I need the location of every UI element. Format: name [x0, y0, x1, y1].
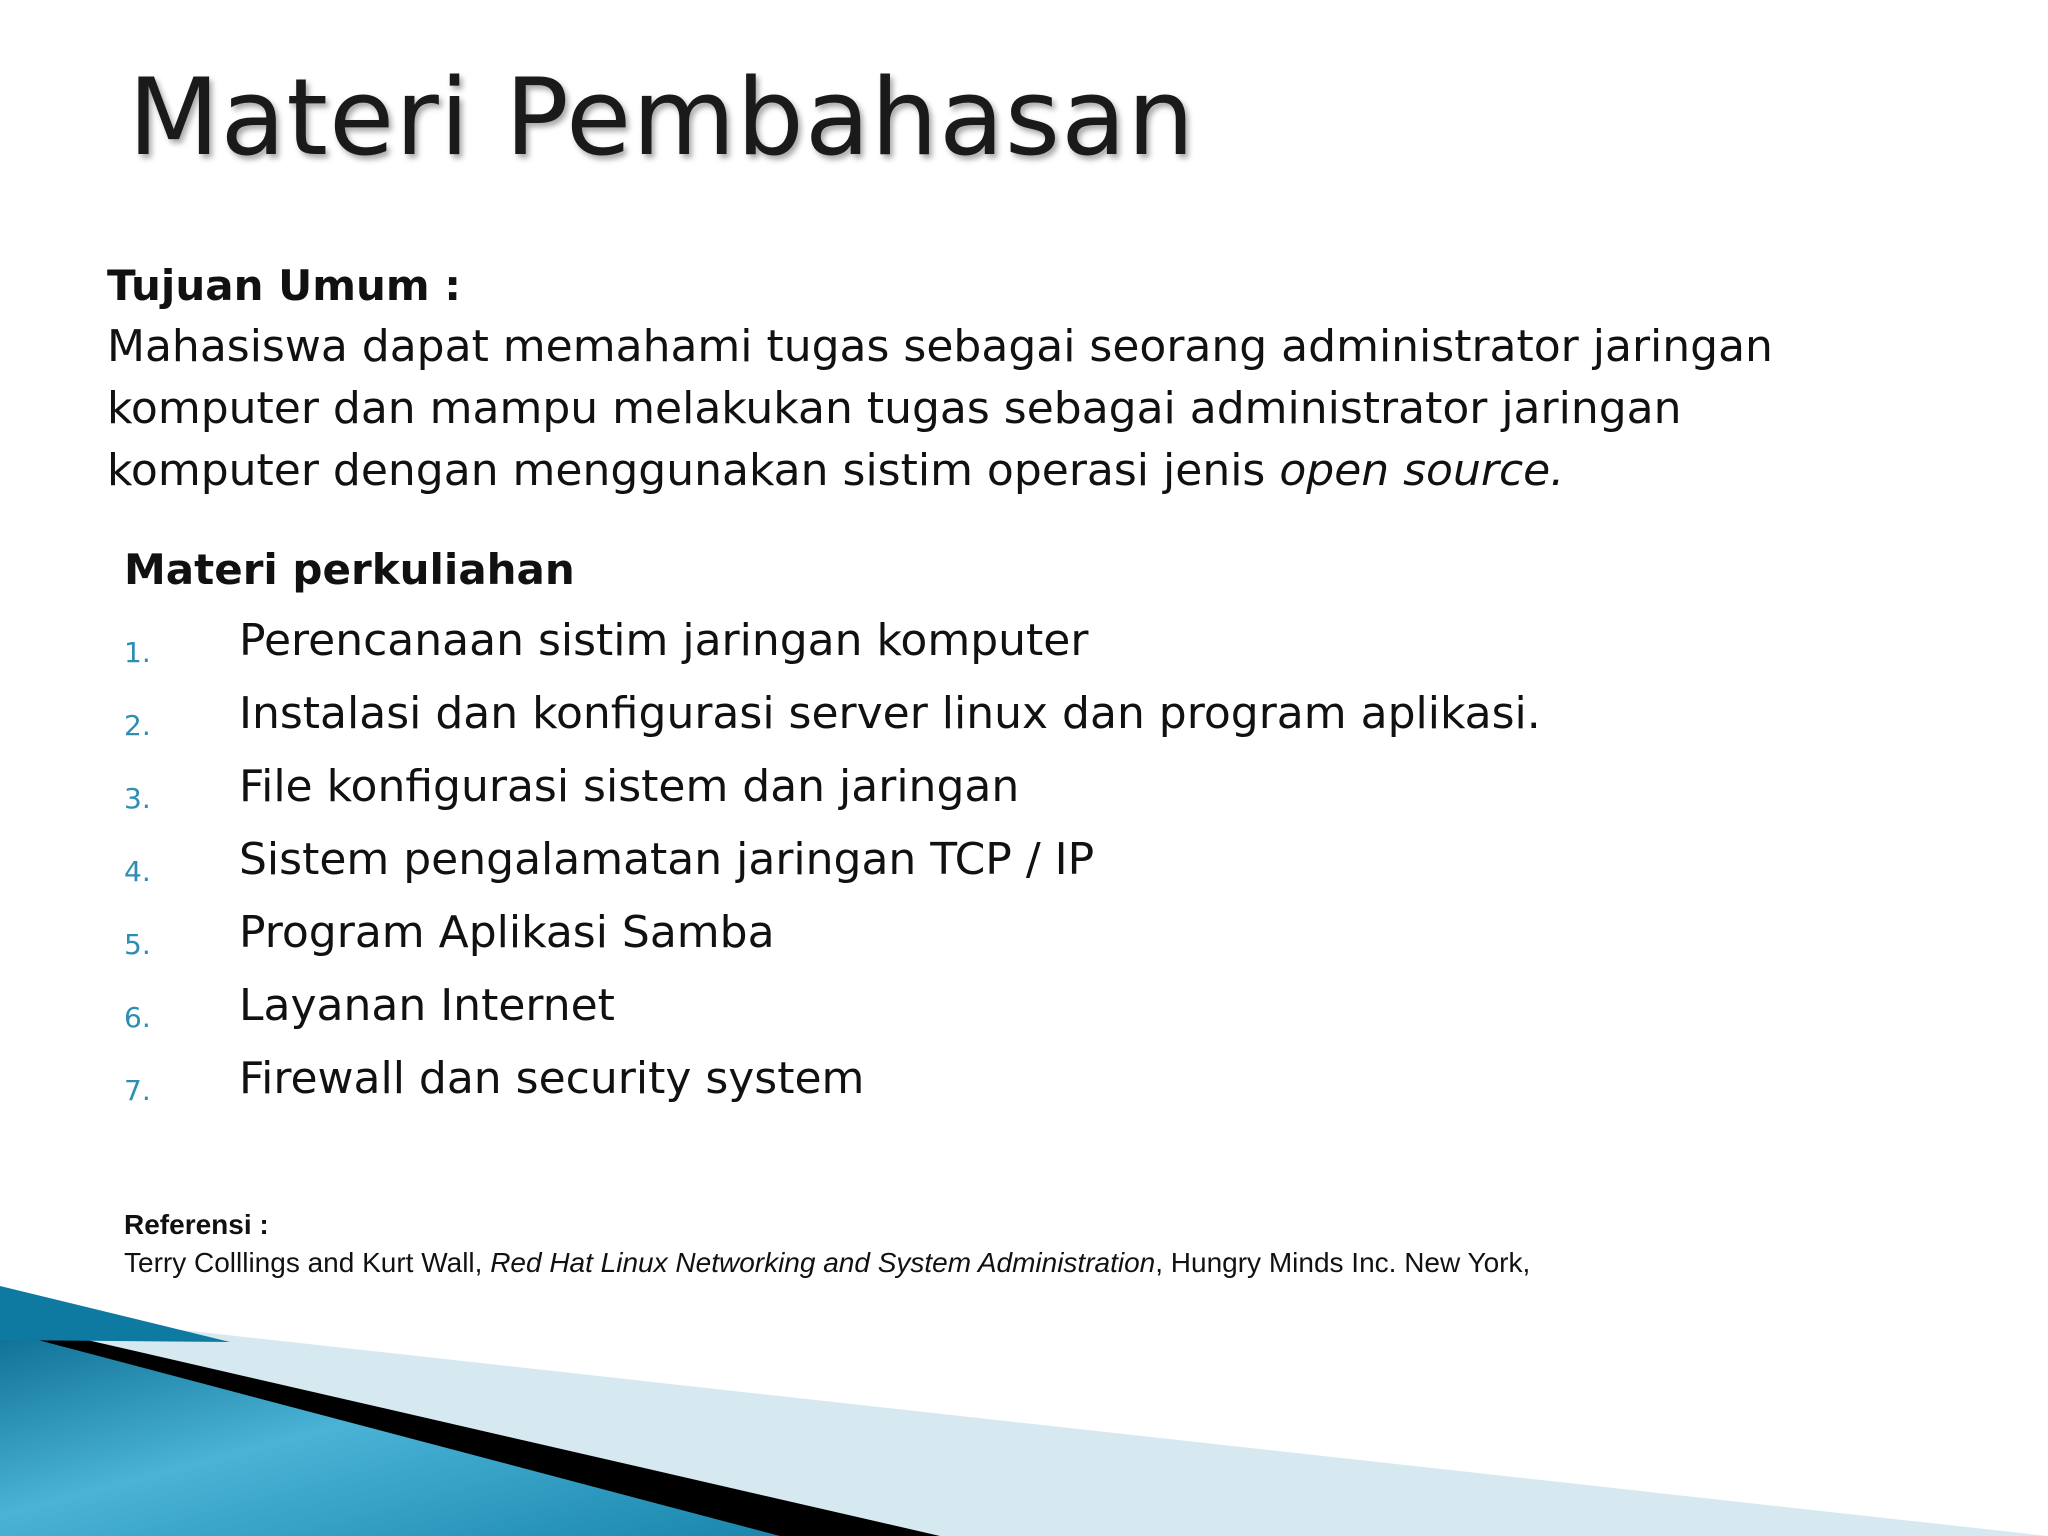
list-item [124, 975, 1824, 1048]
list-number: 6. [124, 1001, 151, 1034]
list-number: 5. [124, 928, 151, 961]
list-item [124, 756, 1824, 829]
list-text: Firewall dan security system [239, 1053, 865, 1104]
tujuan-body-text: Mahasiswa dapat memahami tugas sebagai seorang administrator jaringan komputer dan mampu melakukan tugas sebagai administrator jaringan komputer dengan menggunakan sistim operasi jenis [107, 321, 1773, 496]
materi-heading: Materi perkuliahan [124, 545, 575, 594]
list-item [124, 610, 1824, 683]
materi-section [124, 540, 1824, 1121]
tujuan-section [107, 256, 1807, 502]
list-number: 3. [124, 782, 151, 815]
referensi-heading: Referensi : [124, 1209, 269, 1240]
list-number: 2. [124, 709, 151, 742]
list-text: Layanan Internet [239, 980, 615, 1031]
list-text: File konfigurasi sistem dan jaringan [239, 761, 1020, 812]
list-item [124, 1048, 1824, 1121]
slide-title: Materi Pembahasan [128, 56, 1196, 179]
list-number: 7. [124, 1074, 151, 1107]
tujuan-body [107, 316, 1807, 502]
list-text: Sistem pengalamatan jaringan TCP / IP [239, 834, 1095, 885]
ref-authors: Terry Colllings and Kurt Wall, [124, 1247, 491, 1278]
list-text: Instalasi dan konfigurasi server linux dan program aplikasi. [239, 688, 1541, 739]
referensi-section [124, 1206, 1974, 1282]
list-text: Perencanaan sistim jaringan komputer [239, 615, 1089, 666]
decorative-footer-swoosh [0, 1280, 2048, 1536]
referensi-body [124, 1244, 1974, 1282]
list-item [124, 902, 1824, 975]
tujuan-body-italic: open source. [1279, 445, 1565, 496]
list-number: 1. [124, 636, 151, 669]
list-text: Program Aplikasi Samba [239, 907, 775, 958]
tujuan-heading: Tujuan Umum : [107, 261, 462, 310]
list-number: 4. [124, 855, 151, 888]
list-item [124, 829, 1824, 902]
list-item [124, 683, 1824, 756]
ref-publisher: , Hungry Minds Inc. New York, [1155, 1247, 1531, 1278]
ref-book-title: Red Hat Linux Networking and System Administration [490, 1247, 1156, 1278]
